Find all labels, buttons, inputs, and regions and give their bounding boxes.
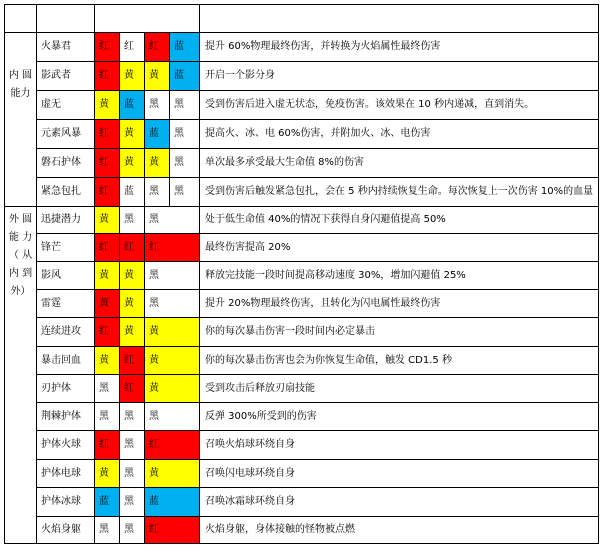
table-row bbox=[5, 431, 599, 460]
color-slot-cell: 红 bbox=[95, 431, 120, 460]
color-slot-cell: 黑 bbox=[170, 120, 200, 149]
ability-name: 火暴君 bbox=[37, 33, 95, 62]
color-slot-cell: 黄 bbox=[145, 375, 200, 403]
ability-name: 荆棘护体 bbox=[37, 403, 95, 431]
color-slot-cell: 红 bbox=[145, 431, 200, 460]
ability-description: 召唤闪电球环绕自身 bbox=[200, 460, 599, 488]
color-slot-cell: 黑 bbox=[95, 403, 120, 431]
table-row bbox=[5, 149, 599, 178]
ability-name: 暴击回血 bbox=[37, 347, 95, 375]
outer_section-label-cell bbox=[5, 207, 37, 544]
inner_section-label-line: 内 圆 bbox=[8, 70, 33, 81]
table-row bbox=[5, 347, 599, 375]
header-cell bbox=[37, 5, 95, 33]
color-slot-cell: 黄 bbox=[120, 120, 145, 149]
color-slot-cell: 红 bbox=[95, 178, 120, 207]
ability-name: 雷霆 bbox=[37, 290, 95, 318]
table-row bbox=[5, 375, 599, 403]
ability-description: 受到攻击后释放刃扇技能 bbox=[200, 375, 599, 403]
color-slot-cell: 红 bbox=[95, 149, 120, 178]
table-row bbox=[5, 318, 599, 347]
ability-table-body bbox=[5, 5, 599, 544]
ability-description: 最终伤害提高 20% bbox=[200, 234, 599, 262]
table-row bbox=[5, 517, 599, 544]
header-row bbox=[5, 5, 599, 33]
color-slot-cell: 红 bbox=[95, 120, 120, 149]
inner_section-label-line: 能力 bbox=[10, 88, 31, 99]
header-cell bbox=[95, 5, 200, 33]
ability-name: 元素风暴 bbox=[37, 120, 95, 149]
ability-description: 你的每次暴击伤害一段时间内必定暴击 bbox=[200, 318, 599, 347]
outer_section-label-line: 外） bbox=[10, 286, 31, 297]
table-row bbox=[5, 488, 599, 517]
color-slot-cell: 黄 bbox=[120, 62, 145, 91]
table-row bbox=[5, 33, 599, 62]
color-slot-cell: 黑 bbox=[120, 460, 145, 488]
color-slot-cell: 黄 bbox=[120, 149, 145, 178]
ability-description: 释放完技能一段时间提高移动速度 30%，增加闪避值 25% bbox=[200, 262, 599, 290]
header-cell bbox=[200, 5, 599, 33]
outer_section-label-line: 外 圆 bbox=[8, 214, 33, 225]
color-slot-cell: 黑 bbox=[145, 91, 170, 120]
table-row bbox=[5, 207, 599, 234]
color-slot-cell: 黄 bbox=[95, 347, 120, 375]
color-slot-cell: 红 bbox=[120, 234, 145, 262]
ability-name: 锋芒 bbox=[37, 234, 95, 262]
ability-name: 火焰身躯 bbox=[37, 517, 95, 544]
ability-description: 反弹 300%所受到的伤害 bbox=[200, 403, 599, 431]
color-slot-cell: 蓝 bbox=[120, 91, 145, 120]
color-slot-cell: 红 bbox=[95, 33, 120, 62]
color-slot-cell: 黑 bbox=[145, 262, 200, 290]
ability-name: 连续进攻 bbox=[37, 318, 95, 347]
color-slot-cell: 黑 bbox=[170, 178, 200, 207]
ability-description: 火焰身躯，身体接触的怪物被点燃 bbox=[200, 517, 599, 544]
inner_section-label-cell bbox=[5, 33, 37, 207]
color-slot-cell: 黑 bbox=[145, 290, 200, 318]
color-slot-cell: 黄 bbox=[95, 290, 120, 318]
color-slot-cell: 红 bbox=[95, 234, 120, 262]
table-row bbox=[5, 178, 599, 207]
color-slot-cell: 蓝 bbox=[145, 120, 170, 149]
color-slot-cell: 蓝 bbox=[170, 33, 200, 62]
table-row bbox=[5, 234, 599, 262]
color-slot-cell: 蓝 bbox=[145, 488, 200, 517]
ability-description: 提升 20%物理最终伤害，且转化为闪电属性最终伤害 bbox=[200, 290, 599, 318]
color-slot-cell: 黄 bbox=[95, 207, 120, 234]
color-slot-cell: 红 bbox=[145, 517, 200, 544]
color-slot-cell: 黑 bbox=[145, 178, 170, 207]
ability-description: 提高火、冰、电 60%伤害，并附加火、冰、电伤害 bbox=[200, 120, 599, 149]
color-slot-cell: 黄 bbox=[95, 91, 120, 120]
color-slot-cell: 蓝 bbox=[95, 488, 120, 517]
color-slot-cell: 黄 bbox=[120, 318, 145, 347]
color-slot-cell: 红 bbox=[120, 33, 145, 62]
outer_section-label-line: 能 力 bbox=[8, 232, 33, 243]
table-row bbox=[5, 460, 599, 488]
ability-name: 迅捷潜力 bbox=[37, 207, 95, 234]
ability-name: 磐石护体 bbox=[37, 149, 95, 178]
color-slot-cell: 黑 bbox=[120, 207, 145, 234]
ability-table bbox=[4, 4, 599, 544]
color-slot-cell: 黄 bbox=[120, 262, 145, 290]
ability-description: 召唤冰霜球环绕自身 bbox=[200, 488, 599, 517]
color-slot-cell: 黄 bbox=[145, 318, 200, 347]
outer_section-label-line: （ 从 bbox=[8, 250, 33, 261]
color-slot-cell: 黄 bbox=[145, 460, 200, 488]
header-cell bbox=[5, 5, 37, 33]
table-row bbox=[5, 91, 599, 120]
ability-name: 护体电球 bbox=[37, 460, 95, 488]
ability-description: 受到伤害后触发紧急包扎，会在 5 秒内持续恢复生命。每次恢复上一次伤害 10%的血量 bbox=[200, 178, 599, 207]
ability-description: 开启一个影分身 bbox=[200, 62, 599, 91]
color-slot-cell: 黄 bbox=[145, 149, 170, 178]
ability-description: 提升 60%物理最终伤害，并转换为火焰属性最终伤害 bbox=[200, 33, 599, 62]
table-row bbox=[5, 62, 599, 91]
color-slot-cell: 黑 bbox=[95, 517, 120, 544]
color-slot-cell: 红 bbox=[120, 347, 145, 375]
color-slot-cell: 黑 bbox=[120, 517, 145, 544]
ability-name: 护体火球 bbox=[37, 431, 95, 460]
ability-description: 你的每次暴击伤害也会为你恢复生命值，触发 CD1.5 秒 bbox=[200, 347, 599, 375]
ability-name: 护体冰球 bbox=[37, 488, 95, 517]
ability-name: 影风 bbox=[37, 262, 95, 290]
ability-description: 处于低生命值 40%的情况下获得自身闪避值提高 50% bbox=[200, 207, 599, 234]
table-row bbox=[5, 262, 599, 290]
color-slot-cell: 红 bbox=[145, 234, 200, 262]
color-slot-cell: 蓝 bbox=[170, 62, 200, 91]
color-slot-cell: 黑 bbox=[145, 207, 200, 234]
color-slot-cell: 黄 bbox=[95, 262, 120, 290]
color-slot-cell: 红 bbox=[120, 375, 145, 403]
ability-description: 受到伤害后进入虚无状态，免疫伤害。该效果在 10 秒内递减，直到消失。 bbox=[200, 91, 599, 120]
ability-description: 召唤火焰球环绕自身 bbox=[200, 431, 599, 460]
color-slot-cell: 黑 bbox=[120, 403, 145, 431]
ability-description: 单次最多承受最大生命值 8%的伤害 bbox=[200, 149, 599, 178]
color-slot-cell: 黑 bbox=[145, 403, 200, 431]
color-slot-cell: 黄 bbox=[145, 62, 170, 91]
color-slot-cell: 红 bbox=[95, 62, 120, 91]
color-slot-cell: 红 bbox=[95, 318, 120, 347]
color-slot-cell: 蓝 bbox=[120, 178, 145, 207]
color-slot-cell: 黄 bbox=[120, 290, 145, 318]
color-slot-cell: 红 bbox=[145, 33, 170, 62]
table-row bbox=[5, 290, 599, 318]
color-slot-cell: 黑 bbox=[170, 91, 200, 120]
ability-name: 虚无 bbox=[37, 91, 95, 120]
ability-name: 刃护体 bbox=[37, 375, 95, 403]
color-slot-cell: 黑 bbox=[120, 488, 145, 517]
ability-name: 紧急包扎 bbox=[37, 178, 95, 207]
table-row bbox=[5, 403, 599, 431]
outer_section-label-line: 内 到 bbox=[8, 268, 33, 279]
table-row bbox=[5, 120, 599, 149]
color-slot-cell: 黄 bbox=[145, 347, 200, 375]
color-slot-cell: 黑 bbox=[170, 149, 200, 178]
color-slot-cell: 黑 bbox=[120, 431, 145, 460]
ability-name: 影武者 bbox=[37, 62, 95, 91]
color-slot-cell: 黄 bbox=[95, 460, 120, 488]
color-slot-cell: 黑 bbox=[95, 375, 120, 403]
